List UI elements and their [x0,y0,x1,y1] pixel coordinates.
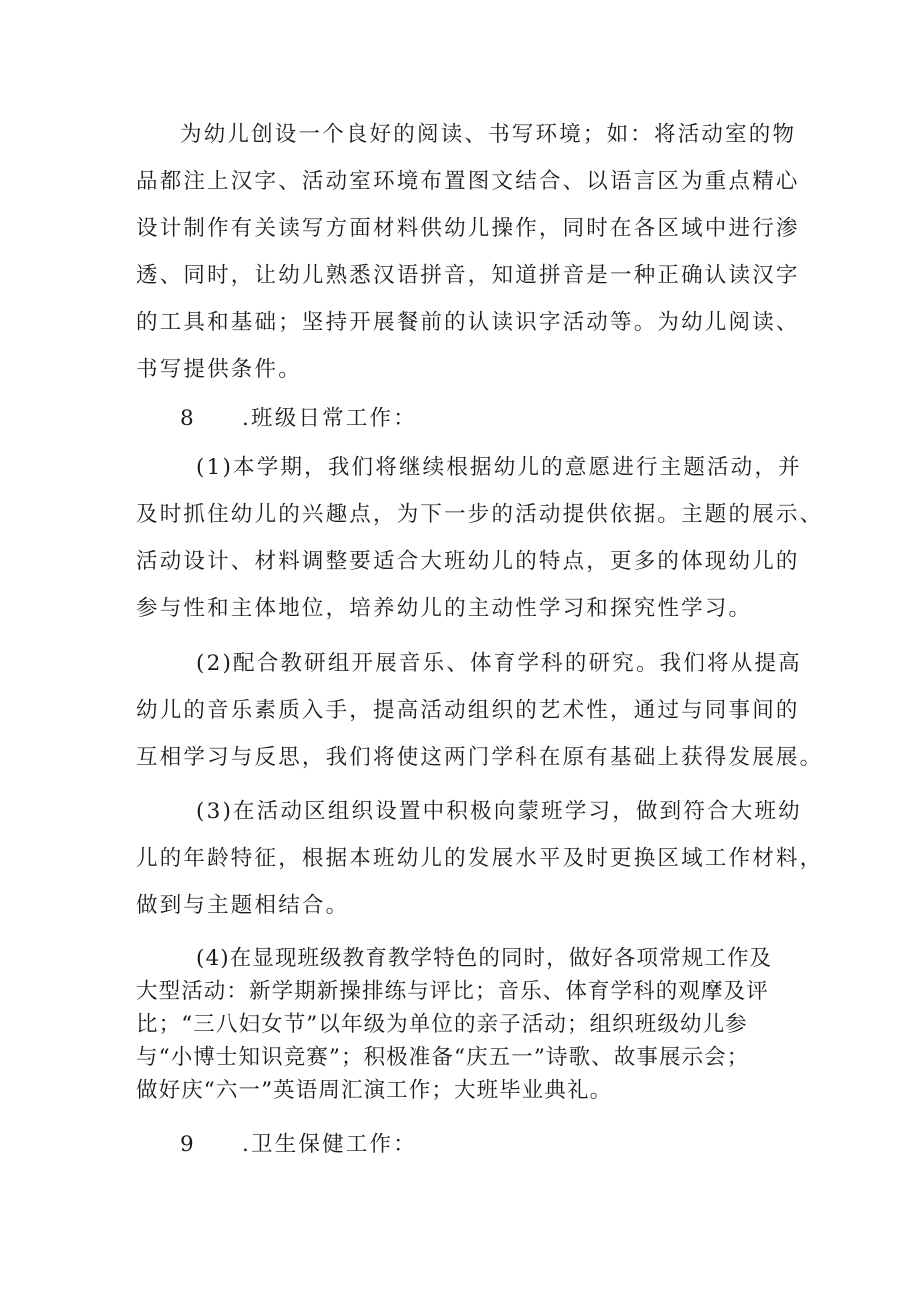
paragraph-line: 儿的年龄特征，根据本班幼儿的发展水平及时更换区域工作材料， [136,846,824,871]
section-heading-8 [180,405,417,433]
paragraph-line: 的工具和基础；坚持开展餐前的认读识字活动等。为幼儿阅读、 [136,310,800,335]
section-number: 9 [180,1132,194,1157]
paragraph-line: 与“小博士知识竞赛”；积极准备“庆五一”诗歌、故事展示会； [136,1045,750,1070]
paragraph-line: 为幼儿创设一个良好的阅读、书写环境；如：将活动室的物 [180,122,797,147]
paragraph-line: 透、同时，让幼儿熟悉汉语拼音，知道拼音是一种正确认读汉字 [136,263,800,288]
paragraph-line: 互相学习与反思，我们将使这两门学科在原有基础上获得发展展。 [136,745,824,770]
section-title: .卫生保健工作： [242,1132,417,1157]
paragraph-line: 参与性和主体地位，培养幼儿的主动性学习和探究性学习。 [136,596,753,621]
paragraph-line: (2)配合教研组开展音乐、体育学科的研究。我们将从提高 [196,651,802,676]
paragraph-line: 幼儿的音乐素质入手，提高活动组织的艺术性，通过与同事间的 [136,698,800,723]
paragraph-line: 及时抓住幼儿的兴趣点，为下一步的活动提供依据。主题的展示、 [136,502,824,527]
paragraph-line: 活动设计、材料调整要适合大班幼儿的特点，更多的体现幼儿的 [136,549,800,574]
section-heading-9 [180,1131,417,1159]
paragraph-line: 品都注上汉字、活动室环境布置图文结合、以语言区为重点精心 [136,169,800,194]
paragraph-line: (1)本学期，我们将继续根据幼儿的意愿进行主题活动，并 [196,455,802,480]
paragraph-line: 做好庆“六一”英语周汇演工作；大班毕业典礼。 [136,1078,613,1103]
section-number: 8 [180,406,194,431]
paragraph-line: (4)在显现班级教育教学特色的同时，做好各项常规工作及 [196,946,773,971]
paragraph-line: 比；“三八妇女节”以年级为单位的亲子活动；组织班级幼儿参 [136,1012,748,1037]
paragraph-line: 做到与主题相结合。 [136,893,350,918]
paragraph-line: 设计制作有关读写方面材料供幼儿操作，同时在各区域中进行渗 [136,216,800,241]
paragraph-line: 大型活动：新学期新操排练与评比；音乐、体育学科的观摩及评 [136,979,769,1004]
paragraph-line: (3)在活动区组织设置中积极向蒙班学习，做到符合大班幼 [196,799,802,824]
section-title: .班级日常工作： [242,406,417,431]
paragraph-line: 书写提供条件。 [136,357,302,382]
